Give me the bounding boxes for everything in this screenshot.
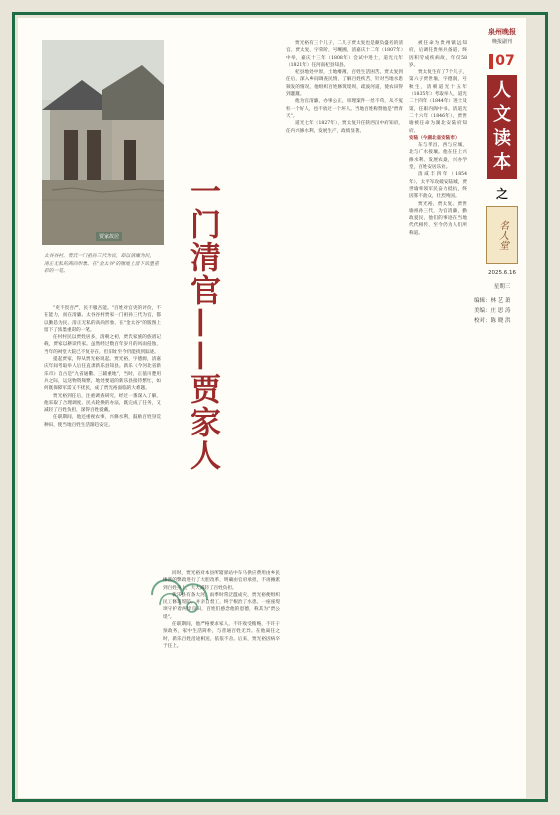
newspaper-logo-sub: 晚报副刊 <box>491 39 512 45</box>
paragraph: 杞县地处中原，土地瘠薄，百姓生活困苦。贾太复到任后，深入乡间调查民情，了解百姓疾苦，针对当地水患频发的情况，他组织百姓修筑堤坝，疏浚河道，使农田得到灌溉。 <box>286 70 403 98</box>
paragraph: 任职期间，他还重视农事，兴修水利，鼓励百姓垦荒种田，使当地百姓生活渐趋安定。 <box>44 415 161 428</box>
residence-illustration <box>42 40 164 245</box>
credit-line: 编辑：林 艺 萧 <box>474 298 511 304</box>
page-number-bar <box>489 54 493 69</box>
paragraph: 同时，贾光裕对本县所辖驿站中车马供应费用由乡民摊派的弊政进行了大胆改革，明确由官府承担，不再摊派到百姓身上，大大减轻了百姓负担。 <box>163 571 280 591</box>
title-dash: —— <box>184 307 220 373</box>
paragraph: 东与孝昌、西与应城、北与广水接壤。他在任上兴修水利、发展农桑，兴办学堂，百姓安居乐业。 <box>409 143 467 171</box>
paragraph: 新乐县有条大河，雨季时常泛滥成灾，贾光裕便组织民工修筑堤防，并亲自督工，终于根治了水患。一座座堤坝守护着两岸良田，百姓们感念他的恩德，称其为"贾公堤"。 <box>163 592 280 620</box>
column-seal: 名人堂 <box>486 206 518 264</box>
paragraph: 提起贾家，得从贾光裕说起。贾光裕，字德源，清嘉庆年间考取举人后任直隶新乐县知县。新乐《今河北省新乐市》自古是"九省通衢、三辅重地"，当时，正值川楚用兵之际，运送物资频繁，地处要道的新乐县接待繁忙，如何既保障军需又不扰民，成了贾光裕面临的大难题。 <box>44 357 161 392</box>
article-title <box>182 175 222 472</box>
paragraph: 贾光裕有三个儿子，二儿子贾太复也是颇负盛名的清官。贾太复，字荣阶，号畹圃，清嘉庆十二年（1807年）中举，嘉庆十三年（1808年）会试中进士，道光元年（1821年）任河南杞县知县。 <box>286 41 403 68</box>
paragraph: "吏不畏吾严，民不服吾能。"百姓对官吏的评价，不在能力，而在清廉。太谷谷村贾家一门祖孙三代为官，都以勤恳为民、清正无私的高尚形象，在"金太谷"的版图上留下了浓墨重彩的一笔。 <box>44 306 161 333</box>
article-column-1 <box>44 305 161 785</box>
place-subheading: 安陆（今湖北省安陆市） <box>409 135 460 141</box>
intro-text: 太谷谷村，贾氏一门祖孙三代为官，却以清廉为民，清正无私的高尚形象。在"金太谷"的腹地上留下浓墨重彩的一笔。 <box>44 254 159 274</box>
paragraph: 贾太复生有了7个儿子，第六子贾世瑜，字德润，号秋生，清朝道光十五年（1835年）考取举人，道光二十四年（1844年）进士及第，任职内阁中书。清道光二十六年（1846年），贾世瑜被任命为湖北安陆府知府。 <box>409 70 467 134</box>
paragraph: 任职期间，他严格要求家人，不许收受贿赂，不许干预政务，家中生活简朴，与普通百姓无异。在他离任之时，新乐百姓沿途相送，依依不舍。后来，贾光裕因病卒于任上。 <box>163 622 280 649</box>
article-column-2 <box>163 570 280 785</box>
section-connector: 之 <box>495 187 508 201</box>
page-number: 07 <box>495 53 515 69</box>
photo-caption: 贾家故居 <box>96 232 122 241</box>
paragraph: 清咸丰四年（1854年），太平军攻破安陆城，贾世瑜率领军民奋力抵抗，终因寡不敌众，壮烈殉国。 <box>409 172 467 200</box>
paragraph: 道光七年（1827年），贾太复升任陕西汉中府知府，任内兴修水利、发展生产，政绩显著。 <box>286 121 403 134</box>
title-person: 贾家人 <box>184 373 220 472</box>
article-column-3 <box>286 40 403 785</box>
credit-line: 美编：庄 思 涛 <box>474 308 511 314</box>
title-main: 一门清官 <box>184 175 220 307</box>
section-title: 人文读本 <box>487 75 517 179</box>
editor-credits <box>474 296 530 326</box>
newspaper-logo: 泉州晚报 <box>488 27 516 36</box>
page-header <box>474 27 530 326</box>
paragraph: 任村村民以贾姓居多，清朝之初，贾氏家族的族谱记载，贾家以耕读传家。虽然经过数百年岁月的风雨侵蚀，当年的祠堂大院已不复存在，但旧址至今仍能找到踪迹。 <box>44 335 161 355</box>
paragraph: 贾光裕、贾太复、贾世瑜祖孙三代，为官清廉，勤政爱民，他们的事迹在当地代代相传，至今仍为人们所称道。 <box>409 201 467 236</box>
page-number-block <box>474 53 530 69</box>
paragraph: 他为官清廉，办事公正，审理案件一丝不苟，从不冤枉一个好人，也不放过一个坏人。当地百姓称赞他是"贾青天"。 <box>286 99 403 119</box>
credit-line: 校对：陈 晓 洪 <box>474 318 511 324</box>
paragraph: 贾光裕到任后，注重调查研究，经过一番深入了解，他采取了合理调度、民夫轮换的办法，既完成了任务，又减轻了百姓负担，深得百姓爱戴。 <box>44 393 161 414</box>
article-column-4 <box>409 40 467 785</box>
paragraph: 被任命为贵州镇远知府，后调任贵州兵备道，终因积劳成疾病故，年仅58岁。 <box>409 41 467 68</box>
residence-photo <box>42 40 164 245</box>
issue-weekday: 星期三 <box>493 284 511 290</box>
issue-date: 2025.6.16 <box>488 270 516 276</box>
